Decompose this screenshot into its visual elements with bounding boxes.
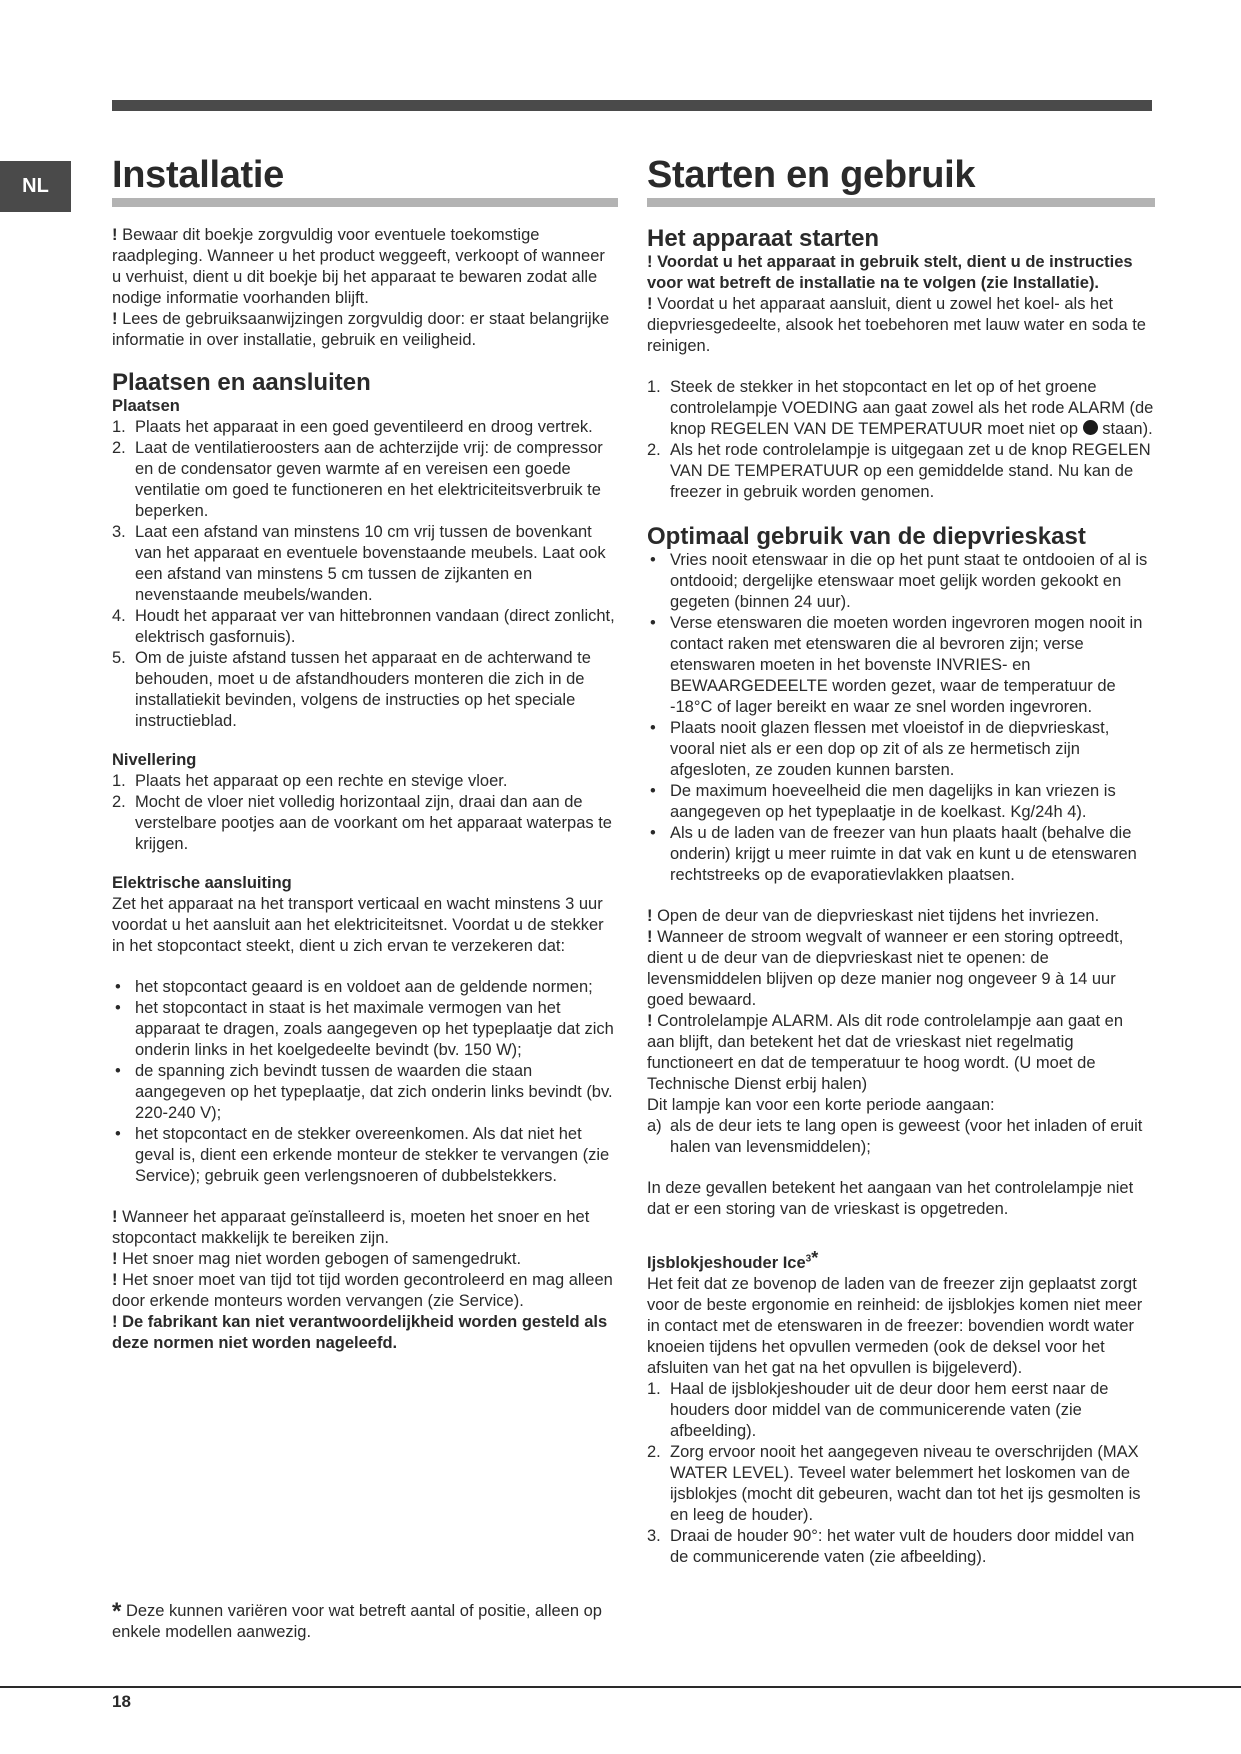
list-item: 2. Laat de ventilatieroosters aan de achterzijde vrij: de compressor en de condensator geven warmte af en vereisen een goede ventilatie om goed te functioneren en het elektriciteitsverbruik te beperken. (112, 439, 603, 520)
warning-2: ! Het snoer mag niet worden gebogen of samengedrukt. (112, 1250, 522, 1268)
start-heading: Het apparaat starten (647, 225, 880, 252)
note-5: In deze gevallen betekent het aangaan van het controlelampje niet dat er een storing van de vrieskast is opgetreden. (647, 1179, 1134, 1218)
start-list (647, 377, 1155, 503)
list-item: • de spanning zich bevindt tussen de waarden die staan aangegeven op het typeplaatje, dat zich onderin links bevindt (bv. 220-240 V); (115, 1062, 613, 1122)
note-1: ! Open de deur van de diepvrieskast niet tijdens het invriezen. (647, 907, 1100, 925)
list-item: 5. Om de juiste afstand tussen het apparaat en de achterwand te behouden, moet u de afstandhouders monteren die zich in de installatiekit bevinden, volgens de instructies op het speciale instructieblad. (112, 649, 591, 730)
list-item: a) als de deur iets te lang open is geweest (voor het inladen of eruit halen van levensmiddelen); (647, 1117, 1143, 1156)
list-item: • Plaats nooit glazen flessen met vloeistof in de diepvrieskast, vooral niet als er een dop op zit of als ze hermetisch zijn afgesloten, ze zouden kunnen barsten. (650, 719, 1110, 779)
leveling-heading: Nivellering (112, 751, 197, 769)
start-bold-note: ! Voordat u het apparaat in gebruik stelt, dient u de instructies voor wat betreft de installatie na te volgen (zie Installatie). (647, 253, 1133, 292)
footnote: * Deze kunnen variëren voor wat betreft aantal of positie, alleen op enkele modellen aanwezig. (112, 1598, 602, 1641)
intro-paragraph-2: ! Lees de gebruiksaanwijzingen zorgvuldig door: er staat belangrijke informatie in over installatie, gebruik en veiligheid. (112, 310, 610, 349)
ice-heading: Ijsblokjeshouder Ice$^3$* (647, 1248, 819, 1272)
list-item: • het stopcontact geaard is en voldoet aan de geldende normen; (115, 978, 593, 996)
list-item: 2. Als het rode controlelampje is uitgegaan zet u de knop REGELEN VAN DE TEMPERATUUR op een gemiddelde stand. Nu kan de freezer in gebruik worden genomen. (647, 441, 1151, 501)
knob-off-position-icon (1083, 420, 1098, 435)
top-rule (112, 100, 1152, 111)
list-item: 4. Houdt het apparaat ver van hittebronnen vandaan (direct zonlicht, elektrisch gasfornuis). (112, 607, 615, 646)
list-item: • het stopcontact en de stekker overeenkomen. Als dat niet het geval is, dient een erkende monteur de stekker te vervangen (zie Service); gebruik geen verlengsnoeren of dubbelstekkers. (115, 1125, 610, 1185)
page-number: 18 (112, 1692, 131, 1711)
electric-heading: Elektrische aansluiting (112, 874, 292, 892)
intro-paragraph-1: ! Bewaar dit boekje zorgvuldig voor eventuele toekomstige raadpleging. Wanneer u het product weggeeft, verkoopt of wanneer u verhuist, dient u dit boekje bij het apparaat te bewaren zodat alle nodige informatie voorhanden blijft. (112, 226, 605, 307)
list-item: 2. Zorg ervoor nooit het aangegeven niveau te overschrijden (MAX WATER LEVEL). Teveel water belemmert het loskomen van de ijsblokjes (mocht dit gebeuren, wacht dan tot het ijs gesmolten is en leeg de houder). (647, 1443, 1141, 1524)
leveling-list (112, 771, 618, 855)
note-3: ! Controlelampje ALARM. Als dit rode controlelampje aan gaat en aan blijft, dan betekent het dat de vrieskast niet regelmatig functioneert en dat de temperatuur te hoog wordt. (U moet de Technische Dienst erbij halen) (647, 1012, 1124, 1093)
list-item: 1. Plaats het apparaat in een goed geventileerd en droog vertrek. (112, 418, 593, 436)
note-list (647, 1116, 1155, 1158)
warning-4: ! De fabrikant kan niet verantwoordelijkheid worden gesteld als deze normen niet worden nageleefd. (112, 1313, 608, 1352)
list-item: • Verse etenswaren die moeten worden ingevroren mogen nooit in contact raken met etenswaren die al bevroren zijn; verse etenswaren moeten in het bovenste INVRIES- en BEWAARGEDEELTE worden gezet, waar de temperatuur de -18°C of lager bereikt en waar ze snel worden ingevroren. (650, 614, 1143, 716)
list-item: 1. Steek de stekker in het stopcontact en let op of het groene controlelampje VOEDING aan gaat zowel als het rode ALARM (de knop REGELEN VAN DE TEMPERATUUR moet niet op staan). (647, 378, 1154, 438)
list-item: • Als u de laden van de freezer van hun plaats haalt (behalve die onderin) krijgt u meer ruimte in dat vak en kunt u de etenswaren rechtstreeks op de evaporatievlakken plaatsen. (650, 824, 1137, 884)
note-4: Dit lampje kan voor een korte periode aangaan: (647, 1096, 995, 1114)
start-use-column (647, 154, 1155, 1568)
list-item: 2. Mocht de vloer niet volledig horizontaal zijn, draai dan aan de verstelbare pootjes aan de voorkant om het apparaat waterpas te krijgen. (112, 793, 612, 853)
placing-heading: Plaatsen en aansluiten (112, 369, 371, 396)
list-item: 1. Haal de ijsblokjeshouder uit de deur door hem eerst naar de houders door middel van de communicerende vaten (zie afbeelding). (647, 1380, 1109, 1440)
list-item: • Vries nooit etenswaar in die op het punt staat te ontdooien of al is ontdooid; dergelijke etenswaar moet gelijk worden gekookt en gegeten (binnen 24 uur). (650, 551, 1148, 611)
optimal-heading: Optimaal gebruik van de diepvrieskast (647, 523, 1086, 550)
ice-list (647, 1379, 1155, 1568)
placing-list (112, 417, 618, 732)
installation-column (112, 154, 618, 1354)
warning-1: ! Wanneer het apparaat geïnstalleerd is, moeten het snoer en het stopcontact makkelijk te bereiken zijn. (112, 1208, 590, 1247)
list-item: 1. Plaats het apparaat op een rechte en stevige vloer. (112, 772, 508, 790)
language-tab: NL (0, 161, 71, 212)
optimal-list (647, 550, 1155, 886)
list-item: 3. Laat een afstand van minstens 10 cm vrij tussen de bovenkant van het apparaat en eventuele bovenstaande meubels. Laat ook een afstand van minstens 5 cm tussen de zijkanten en nevenstaande meubels/wanden. (112, 523, 606, 604)
electric-list (112, 977, 618, 1187)
start-note: ! Voordat u het apparaat aansluit, dient u zowel het koel- als het diepvriesgedeelte, alsook het toebehoren met lauw water en soda te reinigen. (647, 295, 1146, 355)
start-use-title: Starten en gebruik (647, 154, 1155, 207)
note-2: ! Wanneer de stroom wegvalt of wanneer er een storing optreedt, dient u de deur van de diepvrieskast niet te openen: de levensmiddelen blijven op deze manier nog ongeveer 9 à 14 uur goed bewaard. (647, 928, 1124, 1009)
electric-intro: Zet het apparaat na het transport verticaal en wacht minstens 3 uur voordat u het aansluit aan het elektriciteitsnet. Voordat u de stekker in het stopcontact steekt, dient u zich ervan te verzekeren dat: (112, 895, 604, 955)
list-item: • het stopcontact in staat is het maximale vermogen van het apparaat te dragen, zoals aangegeven op het typeplaatje dat zich onderin links in het koelgedeelte bevindt (bv. 150 W); (115, 999, 614, 1059)
ice-intro: Het feit dat ze bovenop de laden van de freezer zijn geplaatst zorgt voor de beste ergonomie en reinheid: de ijsblokjes komen niet meer in contact met de etenswaren in de freezer: bovendien wordt water knoeien tijdens het opvullen vermeden (ook de deksel voor het afsluiten van het gat na het opvullen is bijgeleverd). (647, 1275, 1143, 1377)
list-item: 3. Draai de houder 90°: het water vult de houders door middel van de communicerende vaten (zie afbeelding). (647, 1527, 1135, 1566)
list-item: • De maximum hoeveelheid die men dagelijks in kan vriezen is aangegeven op het typeplaatje in de koelkast. Kg/24h 4). (650, 782, 1116, 821)
placing-subheading: Plaatsen (112, 397, 180, 415)
bottom-rule (0, 1686, 1241, 1688)
warning-3: ! Het snoer moet van tijd tot tijd worden gecontroleerd en mag alleen door erkende monteurs worden vervangen (zie Service). (112, 1271, 613, 1310)
installation-title: Installatie (112, 154, 618, 207)
